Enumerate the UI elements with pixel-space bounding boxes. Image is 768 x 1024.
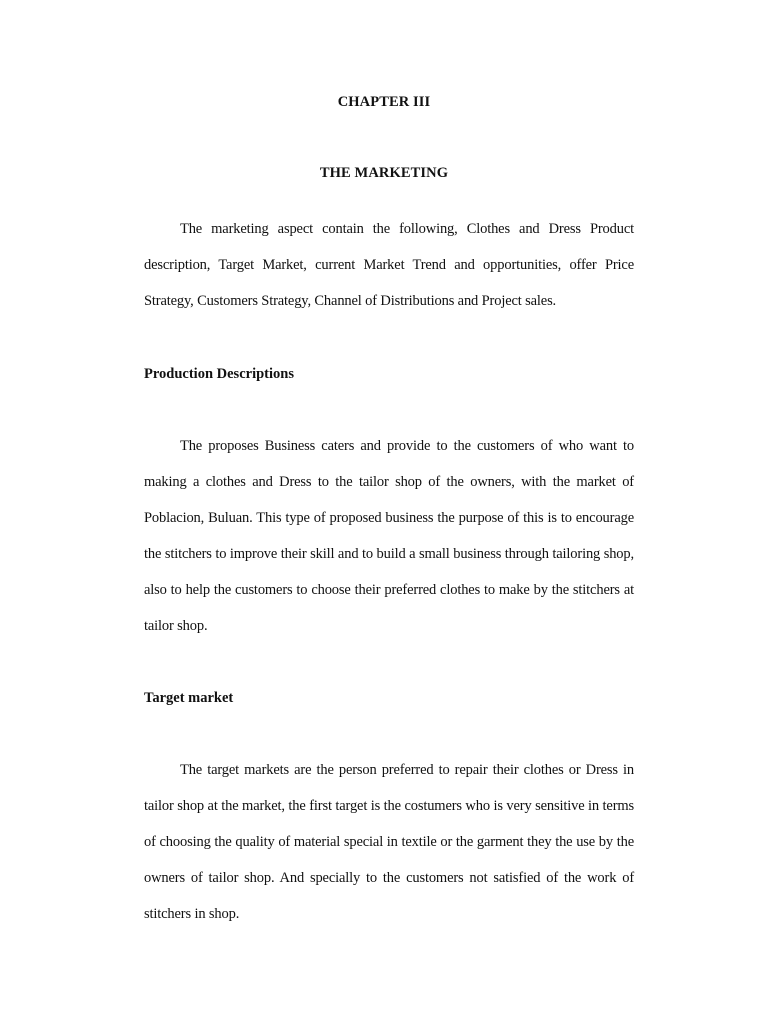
section-heading-production: Production Descriptions [144,366,294,382]
intro-paragraph: The marketing aspect contain the following, Clothes and Dress Product description, Target Market, current Market Trend and opportunities, offer Price Strategy, Customers Strategy, Channel of Distributions and Project sales. [144,221,634,309]
chapter-heading: CHAPTER III [337,94,431,110]
section-paragraph-target-market: The target markets are the person preferred to repair their clothes or Dress in tailor shop at the market, the first target is the costumers who is very sensitive in terms of choosing the quality of material special in textile or the garment they the use by the owners of tailor shop. And specially to the customers not satisfied of the work of stitchers in shop. [144,762,634,922]
section-heading-target-market: Target market [144,690,234,706]
chapter-title: THE MARKETING [319,165,449,181]
section-paragraph-production: The proposes Business caters and provide to the customers of who want to making a clothes and Dress to the tailor shop of the owners, with the market of Poblacion, Buluan. This type of proposed business the purpose of this is to encourage the stitchers to improve their skill and to build a small business through tailoring shop, also to help the customers to choose their preferred clothes to make by the stitchers at tailor shop. [144,438,634,634]
